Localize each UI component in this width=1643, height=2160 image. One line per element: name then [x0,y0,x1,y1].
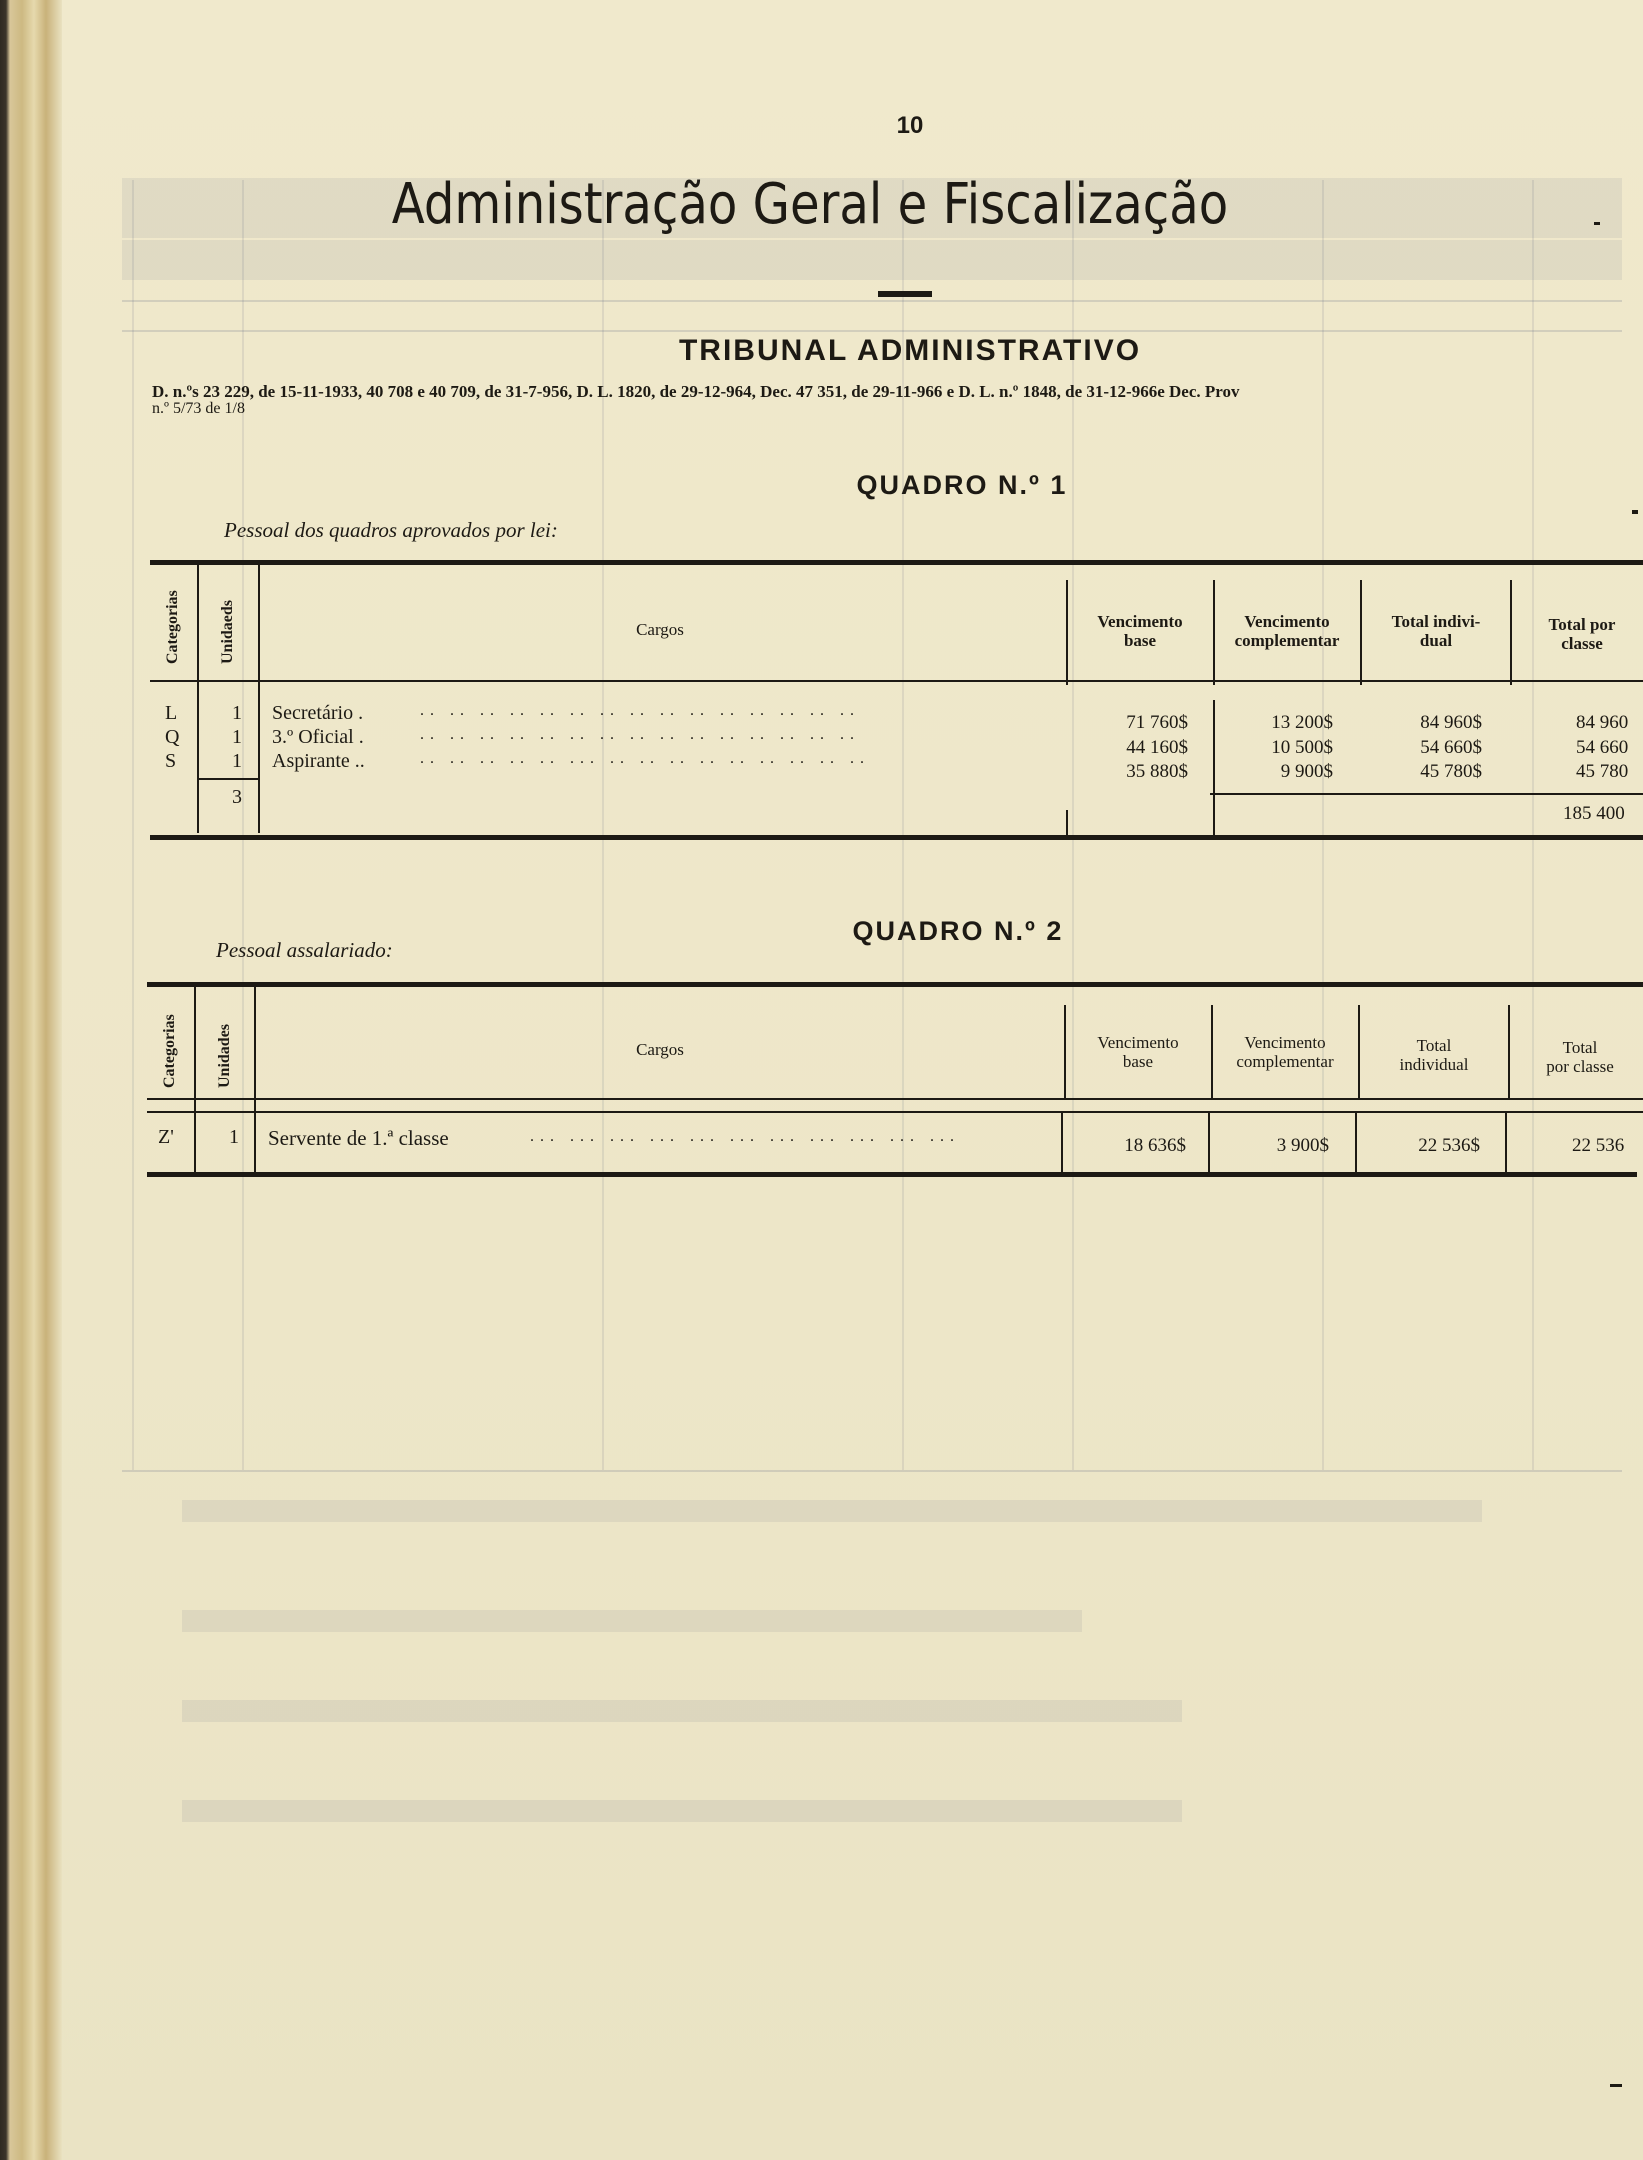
col-header-vencimento-complementar: Vencimento complementar [1234,612,1340,650]
row-vencimento-base: 18 636$ [1124,1135,1186,1156]
row-total-individual: 54 660$ [1420,737,1482,758]
row-leader-dots: .. .. .. .. .. .. .. .. .. .. .. .. .. .. .. [420,726,860,743]
col-header-vencimento-complementar: Vencimento complementar [1236,1033,1334,1071]
col-header-unidades: Unidaeds [219,599,236,664]
row-unidades: 1 [232,726,242,748]
row-vencimento-base: 44 160$ [1126,737,1188,758]
row-unidades: 1 [232,702,242,724]
quadro-1-caption: Pessoal dos quadros aprovados por lei: [224,518,558,542]
row-total-classe: 45 780 [1576,761,1629,782]
row-total-individual: 84 960$ [1420,712,1482,733]
table-top-rule [147,982,1643,987]
quadro-1-title: QUADRO N.º 1 [856,470,1068,500]
row-cargo: Secretário . [272,702,364,724]
book-binding-edge [0,0,62,2160]
row-vencimento-base: 71 760$ [1126,712,1188,733]
row-unidades: 1 [232,750,242,772]
legal-reference: D. n.ºs 23 229, de 15-11-1933, 40 708 e 40 709, de 31-7-956, D. L. 1820, de 29-12-964, Dec. 47 351, de 29-11-966 e D. L. n.º 1848, de 31-12-966e Dec. Prov [152,382,1240,401]
edge-mark [1594,222,1600,225]
row-total-classe: 54 660 [1576,737,1629,758]
row-total-classe: 84 960 [1576,712,1629,733]
row-vencimento-complementar: 13 200$ [1271,712,1333,733]
row-leader-dots: .. .. .. .. .. .. .. .. .. .. .. .. .. .. .. [420,702,860,719]
col-header-total-individual: Total indivi- dual [1391,612,1481,650]
row-total-individual: 22 536$ [1418,1135,1480,1156]
col-header-categorias: Categorias [164,590,181,664]
row-vencimento-complementar: 9 900$ [1280,761,1333,782]
edge-mark [1610,2084,1622,2087]
row-unidades: 1 [229,1126,239,1148]
row-categoria: L [165,702,178,724]
row-categoria: Z' [158,1126,174,1148]
col-header-cargos: Cargos [636,1040,684,1059]
col-header-total-classe: Total por classe [1546,1038,1614,1076]
document-page [62,0,1643,2160]
row-cargo: Aspirante .. [272,750,365,772]
row-leader-dots: .. .. .. .. .. ... .. .. .. .. .. .. .. .. .. [420,750,870,767]
col-header-vencimento-base: Vencimento base [1097,612,1183,650]
col-header-unidades: Unidades [216,1023,233,1088]
row-total-classe: 22 536 [1572,1135,1625,1156]
units-total: 3 [232,786,242,808]
edge-mark [1632,510,1638,514]
row-vencimento-complementar: 3 900$ [1276,1135,1329,1156]
page-number: 10 [896,112,924,139]
row-vencimento-base: 35 880$ [1126,761,1188,782]
total-rule [1210,793,1643,795]
section-title: TRIBUNAL ADMINISTRATIVO [678,334,1142,367]
table-bottom-rule [150,835,1643,840]
quadro-2-title: QUADRO N.º 2 [852,916,1064,946]
row-vencimento-complementar: 10 500$ [1271,737,1333,758]
col-header-cargos: Cargos [636,620,684,639]
quadro-2-caption: Pessoal assalariado: [216,938,393,962]
col-header-vencimento-base: Vencimento base [1097,1033,1179,1071]
col-header-categorias: Categorias [161,1014,178,1088]
header-rule [147,1098,1643,1100]
row-cargo: 3.º Oficial . [272,726,364,748]
grand-total: 185 400 [1563,803,1625,824]
body-top-rule [147,1111,1643,1113]
row-categoria: S [165,750,177,772]
page-title: Administração Geral e Fiscalização [391,172,1229,237]
title-divider [878,291,932,297]
legal-reference-cont: n.º 5/73 de 1/8 [152,400,245,417]
col-header-total-classe: Total por classe [1548,615,1616,653]
units-total-rule [197,778,259,780]
row-categoria: Q [165,726,180,748]
header-rule [150,680,1643,682]
row-cargo: Servente de 1.ª classe [268,1126,449,1150]
row-total-individual: 45 780$ [1420,761,1482,782]
table-bottom-rule [147,1172,1637,1177]
col-header-total-individual: Total individual [1399,1036,1469,1074]
table-top-rule [150,560,1643,565]
row-leader-dots: ... ... ... ... ... ... ... ... ... ... ... [530,1128,960,1145]
